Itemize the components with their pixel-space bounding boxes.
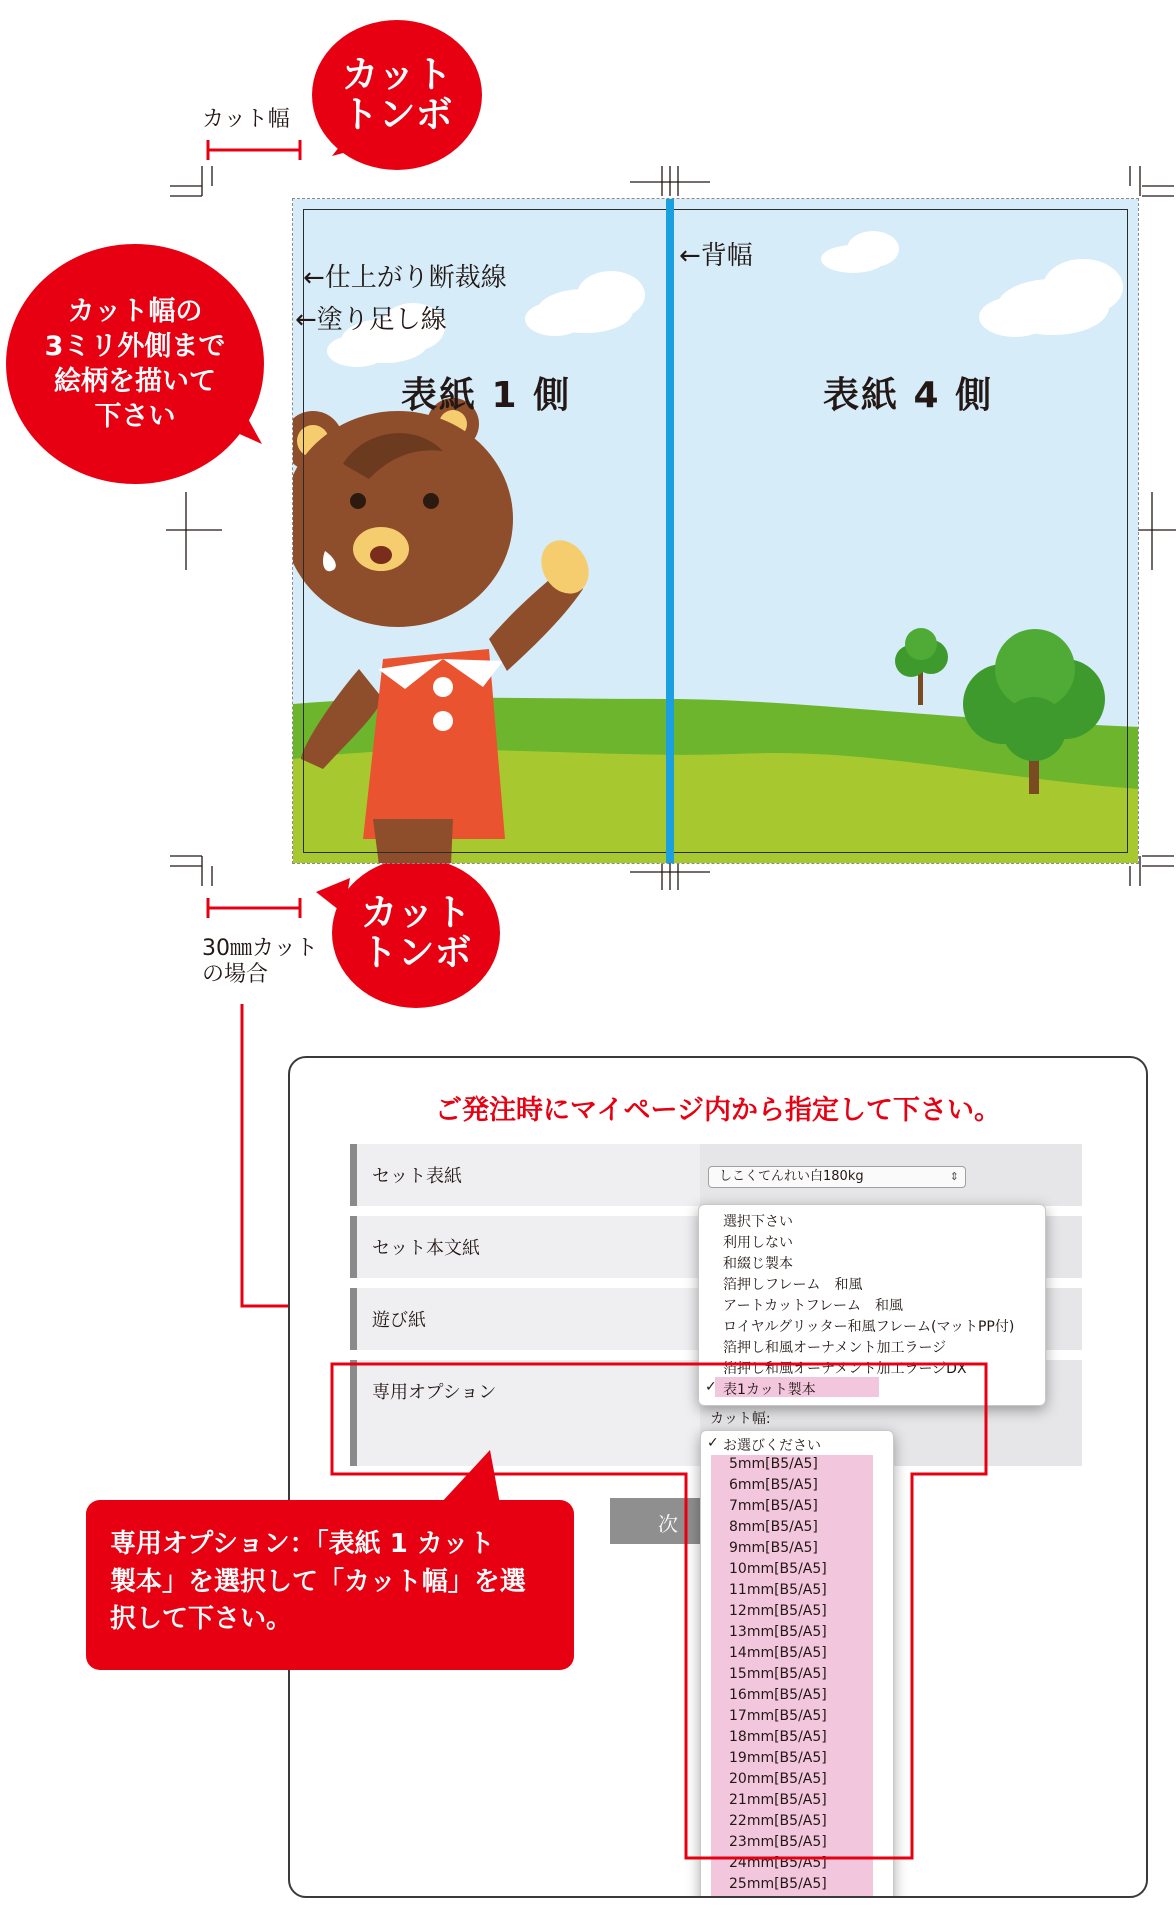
- cut-option-item[interactable]: 21mm[B5/A5]: [729, 1792, 827, 1808]
- cut-option-item[interactable]: 5mm[B5/A5]: [729, 1456, 818, 1472]
- cut-option-item[interactable]: 6mm[B5/A5]: [729, 1477, 818, 1493]
- check-icon: ✓: [707, 1435, 719, 1451]
- cut-option-item[interactable]: 14mm[B5/A5]: [729, 1645, 827, 1661]
- cut-option-item[interactable]: 23mm[B5/A5]: [729, 1834, 827, 1850]
- updown-icon: ⇕: [949, 1170, 959, 1183]
- cover-side4-title: 表紙 4 側: [823, 375, 994, 416]
- bleed-line-label: ←塗り足し線: [295, 305, 447, 335]
- row-label: 遊び紙: [372, 1310, 426, 1331]
- finish-line-label: ←仕上がり断裁線: [303, 263, 507, 293]
- cut-option-item[interactable]: 19mm[B5/A5]: [729, 1750, 827, 1766]
- cut-option-item[interactable]: 13mm[B5/A5]: [729, 1624, 827, 1640]
- cut-option-item[interactable]: 24mm[B5/A5]: [729, 1855, 827, 1871]
- spine-label: ←背幅: [679, 241, 753, 271]
- option-item[interactable]: 箔押し和風オーナメント加工ラージ: [723, 1340, 947, 1356]
- check-icon: ✓: [705, 1379, 717, 1395]
- option-item[interactable]: アートカットフレーム 和風: [723, 1298, 904, 1314]
- cut-option-item[interactable]: お選びください: [723, 1438, 821, 1454]
- cut-option-item[interactable]: 25mm[B5/A5]: [729, 1876, 827, 1892]
- option-item[interactable]: ロイヤルグリッター和風フレーム(マットPP付): [723, 1319, 1015, 1335]
- cut-option-item[interactable]: 16mm[B5/A5]: [729, 1687, 827, 1703]
- panel-title: ご発注時にマイページ内から指定して下さい。: [435, 1095, 1001, 1126]
- cut-width-field-label: カット幅:: [710, 1411, 771, 1427]
- option-item[interactable]: 箔押し和風オーナメント加工ラージDX: [723, 1361, 967, 1377]
- cut-option-item[interactable]: 7mm[B5/A5]: [729, 1498, 818, 1514]
- cut-option-item[interactable]: 18mm[B5/A5]: [729, 1729, 827, 1745]
- row-label: 専用オプション: [372, 1382, 497, 1403]
- cut-option-item[interactable]: 8mm[B5/A5]: [729, 1519, 818, 1535]
- cut-30mm-label: 30㎜カット の場合: [202, 936, 318, 988]
- cut-option-item[interactable]: 10mm[B5/A5]: [729, 1561, 827, 1577]
- cover-side1-title: 表紙 1 側: [401, 375, 572, 416]
- bubble-text: カット トンボ: [341, 53, 453, 136]
- bubble-text: カット幅の 3ミリ外側まで 絵柄を描いて 下さい: [44, 295, 226, 433]
- cut-option-item[interactable]: 22mm[B5/A5]: [729, 1813, 827, 1829]
- next-button-label: 次: [658, 1512, 678, 1536]
- cut-option-item[interactable]: 12mm[B5/A5]: [729, 1603, 827, 1619]
- option-item[interactable]: 箔押しフレーム 和風: [723, 1277, 863, 1293]
- cut-option-item[interactable]: 11mm[B5/A5]: [729, 1582, 827, 1598]
- option-item[interactable]: 利用しない: [723, 1235, 793, 1251]
- option-item[interactable]: 選択下さい: [723, 1214, 793, 1230]
- cut-option-item[interactable]: 20mm[B5/A5]: [729, 1771, 827, 1787]
- row-label: セット本文紙: [372, 1238, 480, 1259]
- cut-width-label: カット幅: [202, 107, 290, 132]
- cut-option-item[interactable]: 15mm[B5/A5]: [729, 1666, 827, 1682]
- option-item-selected[interactable]: 表1カット製本: [723, 1382, 816, 1398]
- cut-option-item[interactable]: 9mm[B5/A5]: [729, 1540, 818, 1556]
- option-item[interactable]: 和綴じ製本: [723, 1256, 793, 1272]
- row-label: セット表紙: [372, 1166, 462, 1187]
- bubble-text: カット トンボ: [360, 891, 472, 974]
- cut-option-item[interactable]: 17mm[B5/A5]: [729, 1708, 827, 1724]
- instruction-callout: 専用オプション：「表紙 1 カット 製本」を選択して「カット幅」を選 択して下さい。: [86, 1500, 574, 1670]
- select-value: しこくてんれい白180kg: [719, 1169, 864, 1184]
